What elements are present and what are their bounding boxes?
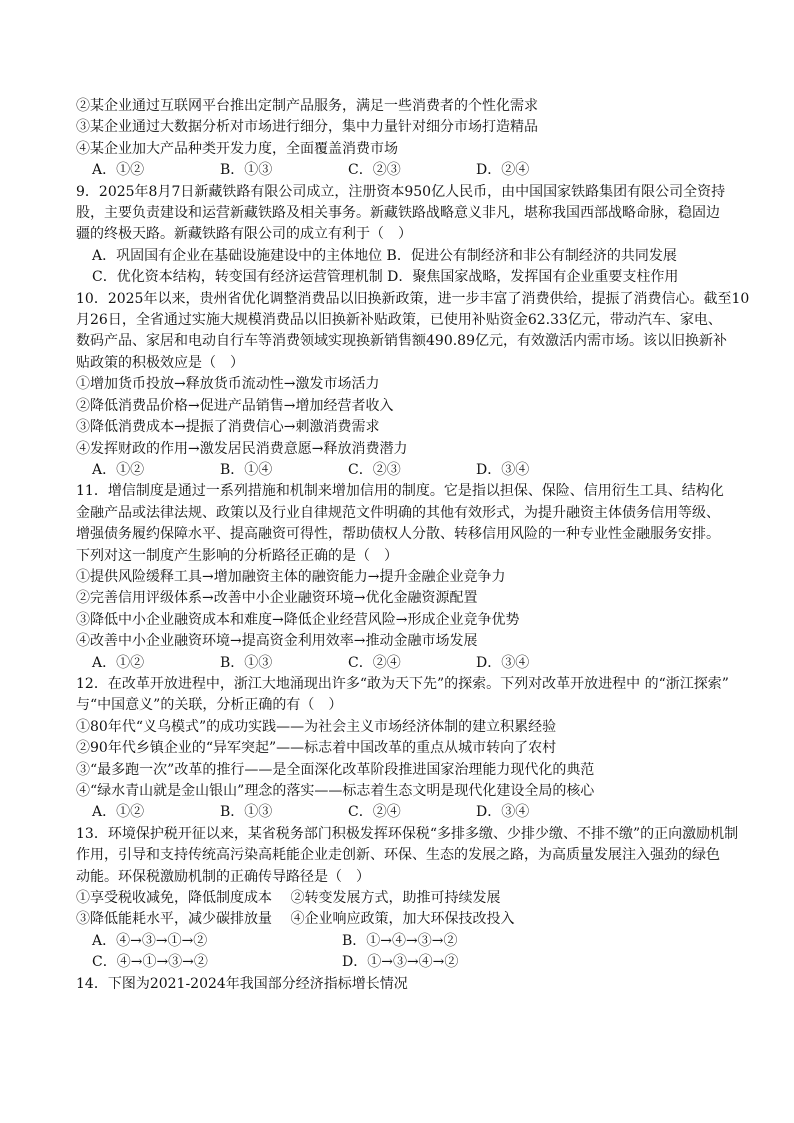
q11-item-4: ④改善中小企业融资环境→提高资金利用效率→推动金融市场发展 bbox=[76, 633, 478, 650]
q13-stem-line-3: 动能。环保税激励机制的正确传导路径是（ ） bbox=[76, 868, 370, 885]
q12-item-1: ①80年代“义乌模式”的成功实践——为社会主义市场经济体制的建立积累经验 bbox=[76, 718, 557, 735]
q11-option-a[interactable]: A．①② bbox=[92, 654, 145, 671]
q11-option-b[interactable]: B．①③ bbox=[220, 654, 273, 671]
q10-option-b[interactable]: B．①④ bbox=[220, 461, 273, 478]
q11-stem-line-3: 增强债务履约保障水平、提高融资可得性，帮助债权人分散、转移信用风险的一种专业性金融服务安排。 bbox=[76, 526, 720, 543]
q12-option-b[interactable]: B．①③ bbox=[220, 804, 273, 821]
q12-option-a[interactable]: A．①② bbox=[92, 804, 145, 821]
q12-item-3: ③“最多跑一次”改革的推行——是全面深化改革阶段推进国家治理能力现代化的典范 bbox=[76, 761, 595, 778]
q13-stem-line-1: 13．环境保护税开征以来，某省税务部门积极发挥环保税“多排多缴、少排少缴、不排不缴”的正向激励机制 bbox=[76, 825, 739, 842]
q12-item-2: ②90年代乡镇企业的“异军突起”——标志着中国改革的重点从城市转向了农村 bbox=[76, 740, 557, 757]
q11-stem-line-1: 11．增信制度是通过一系列措施和机制来增加信用的制度。它是指以担保、保险、信用衍生工具、结构化 bbox=[76, 483, 724, 500]
q13-option-d[interactable]: D．①→③→④→② bbox=[342, 954, 459, 971]
q10-option-a[interactable]: A．①② bbox=[92, 461, 145, 478]
q13-option-a[interactable]: A．④→③→①→② bbox=[92, 932, 208, 949]
q11-item-3: ③降低中小企业融资成本和难度→降低企业经营风险→形成企业竞争优势 bbox=[76, 611, 520, 628]
q13-options-cd bbox=[76, 952, 716, 973]
q13-stem-line-2: 作用，引导和支持传统高污染高耗能企业走创新、环保、生态的发展之路，为高质量发展注入强劲的绿色 bbox=[76, 847, 720, 864]
q10-options bbox=[76, 460, 716, 481]
q11-option-c[interactable]: C．②④ bbox=[348, 654, 401, 671]
q8-option-b[interactable]: B．①③ bbox=[220, 162, 273, 179]
q10-stem-line-1: 10．2025年以来，贵州省优化调整消费品以旧换新政策，进一步丰富了消费供给，提振了消费信心。截至10 bbox=[76, 290, 750, 307]
q8-item-2: ②某企业通过互联网平台推出定制产品服务，满足一些消费者的个性化需求 bbox=[76, 98, 538, 114]
q10-stem-line-3: 数码产品、家居和电动自行车等消费领域实现换新销售额490.89亿元，有效激活内需市场。该以旧换新补 bbox=[76, 333, 727, 350]
q10-stem-line-2: 月26日，全省通过实施大规模消费品以旧换新补贴政策，已使用补贴资金62.33亿元，带动汽车、家电、 bbox=[76, 312, 722, 329]
q10-option-c[interactable]: C．②③ bbox=[348, 461, 401, 478]
page-content bbox=[76, 96, 750, 995]
q9-stem-line-3: 疆的终极天路。新藏铁路有限公司的成立有利于（ ） bbox=[76, 226, 412, 243]
question-8-tail bbox=[76, 96, 716, 182]
q12-option-c[interactable]: C．②④ bbox=[348, 804, 401, 821]
q11-option-d[interactable]: D．③④ bbox=[476, 654, 530, 671]
q13-items-3-4: ③降低能耗水平，减少碳排放量 ④企业响应政策，加大环保技改投入 bbox=[76, 911, 515, 928]
question-9 bbox=[76, 182, 726, 289]
q9-options-cd[interactable]: C．优化资本结构，转变国有经济运营管理机制 D．聚焦国家战略，发挥国有企业重要支柱作用 bbox=[92, 269, 679, 286]
q11-stem-line-2: 金融产品或法律法规、政策以及行业自律规范文件明确的其他有效形式，为提升融资主体债务信用等级、 bbox=[76, 504, 720, 521]
q10-stem-line-4: 贴政策的积极效应是（ ） bbox=[76, 354, 244, 371]
q12-item-4: ④“绿水青山就是金山银山”理念的落实——标志着生态文明是现代化建设全局的核心 bbox=[76, 783, 595, 799]
q12-option-d[interactable]: D．③④ bbox=[476, 804, 530, 821]
q10-option-d[interactable]: D．③④ bbox=[476, 461, 530, 478]
q9-options-ab[interactable]: A．巩固国有企业在基础设施建设中的主体地位 B．促进公有制经济和非公有制经济的共同发展 bbox=[92, 247, 677, 264]
q10-item-1: ①增加货币投放→释放货币流动性→激发市场活力 bbox=[76, 376, 380, 393]
q12-stem-line-1: 12．在改革开放进程中，浙江大地涌现出许多“敢为天下先”的探索。下列对改革开放进程中 的“浙江探索” bbox=[76, 675, 729, 692]
question-14 bbox=[76, 974, 716, 995]
q10-item-3: ③降低消费成本→提振了消费信心→刺激消费需求 bbox=[76, 419, 380, 436]
q13-option-b[interactable]: B．①→④→③→② bbox=[342, 932, 458, 949]
q8-option-a[interactable]: A．①② bbox=[92, 162, 145, 179]
q13-items-1-2: ①享受税收减免，降低制度成本 ②转变发展方式，助推可持续发展 bbox=[76, 890, 501, 907]
q8-option-c[interactable]: C．②③ bbox=[348, 162, 401, 179]
q13-option-c[interactable]: C．④→①→③→② bbox=[92, 954, 208, 971]
q9-stem-line-1: 9．2025年8月7日新藏铁路有限公司成立，注册资本950亿人民币，由中国国家铁路集团有限公司全资持 bbox=[76, 183, 726, 200]
q8-option-d[interactable]: D．②④ bbox=[476, 162, 530, 179]
q12-options bbox=[76, 802, 716, 823]
q10-item-2: ②降低消费品价格→促进产品销售→增加经营者收入 bbox=[76, 397, 394, 414]
question-13 bbox=[76, 824, 739, 974]
q8-options bbox=[76, 160, 716, 181]
question-12 bbox=[76, 674, 729, 824]
q11-item-2: ②完善信用评级体系→改善中小企业融资环境→优化金融资源配置 bbox=[76, 590, 478, 607]
q11-stem-line-4: 下列对这一制度产生影响的分析路径正确的是（ ） bbox=[76, 547, 398, 564]
q8-item-4: ④某企业加大产品种类开发力度，全面覆盖消费市场 bbox=[76, 140, 398, 157]
q8-item-3: ③某企业通过大数据分析对市场进行细分，集中力量针对细分市场打造精品 bbox=[76, 119, 538, 136]
q9-stem-line-2: 股，主要负责建设和运营新藏铁路及相关事务。新藏铁路战略意义非凡，堪称我国西部战略命脉，稳固边 bbox=[76, 205, 720, 222]
q11-item-1: ①提供风险缓释工具→增加融资主体的融资能力→提升金融企业竞争力 bbox=[76, 568, 506, 585]
question-10 bbox=[76, 289, 750, 482]
q10-item-4: ④发挥财政的作用→激发居民消费意愿→释放消费潜力 bbox=[76, 440, 408, 457]
q13-options-ab bbox=[76, 931, 716, 952]
q12-stem-line-2: 与“中国意义”的关联，分析正确的有（ ） bbox=[76, 697, 343, 714]
q11-options bbox=[76, 653, 716, 674]
q14-stem-line-1: 14．下图为2021-2024年我国部分经济指标增长情况 bbox=[76, 975, 408, 992]
question-11 bbox=[76, 481, 724, 674]
